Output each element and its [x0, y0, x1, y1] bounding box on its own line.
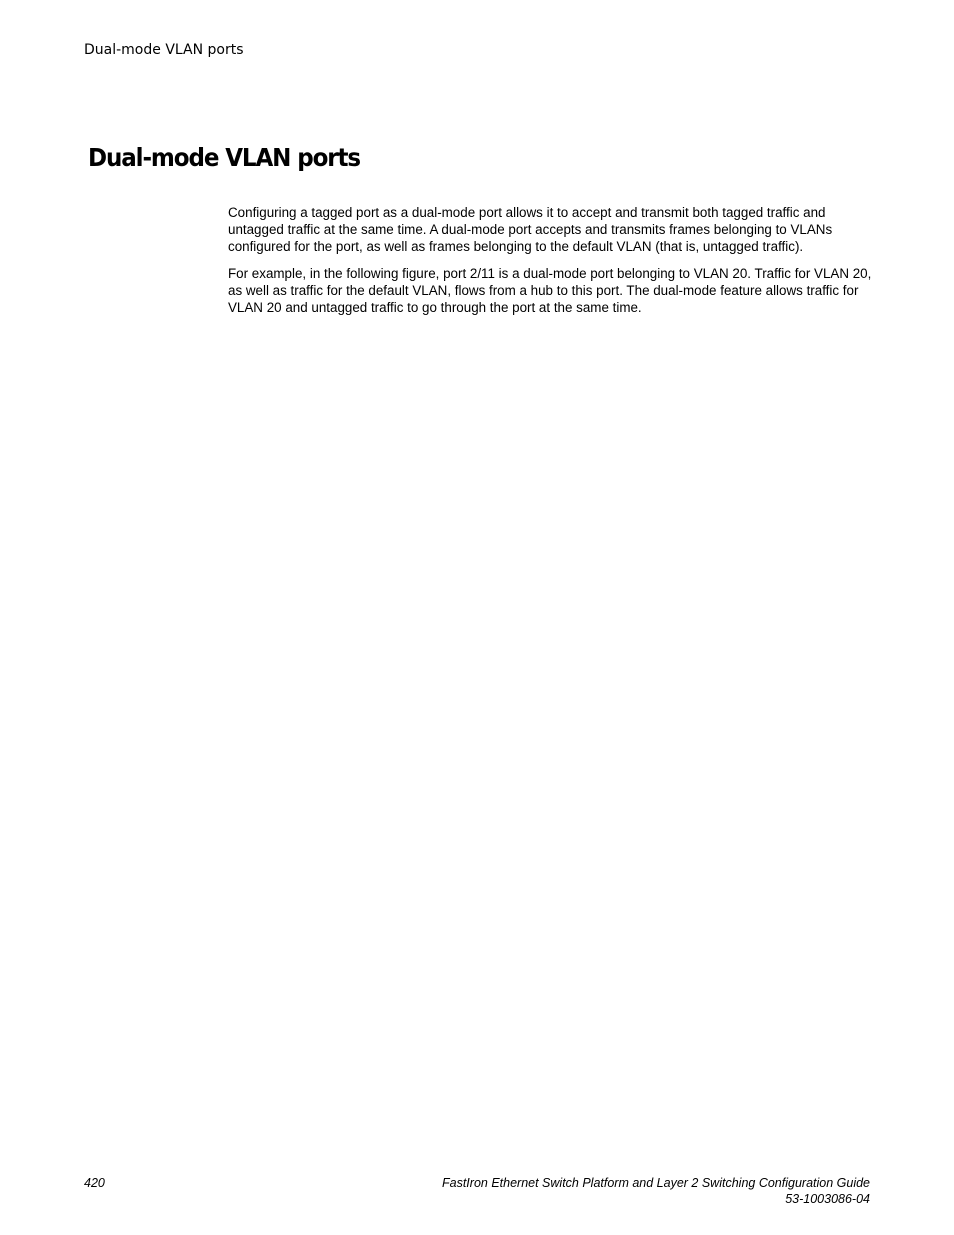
body-text: [228, 204, 878, 326]
running-header: Dual-mode VLAN ports: [84, 42, 244, 58]
doc-number: 53-1003086-04: [785, 1192, 870, 1206]
paragraph-example: For example, in the following figure, port 2/11 is a dual-mode port belonging to VLAN 20. Traffic for VLAN 20, as well as traffic for the default VLAN, flows from a hub to this port. The dual-mode feature allows traffic for VLAN 20 and untagged traffic to go through the port at the same time.: [228, 266, 872, 315]
footer-doc-info: [442, 1175, 870, 1207]
guide-title: FastIron Ethernet Switch Platform and Layer 2 Switching Configuration Guide: [442, 1176, 870, 1190]
page-number: 420: [84, 1176, 105, 1190]
section-title: Dual-mode VLAN ports: [88, 143, 360, 172]
paragraph-intro: Configuring a tagged port as a dual-mode port allows it to accept and transmit both tagged traffic and untagged traffic at the same time. A dual-mode port accepts and transmits frames belonging to VLANs configured for the port, as well as frames belonging to the default VLAN (that is, untagged traffic).: [228, 205, 833, 254]
